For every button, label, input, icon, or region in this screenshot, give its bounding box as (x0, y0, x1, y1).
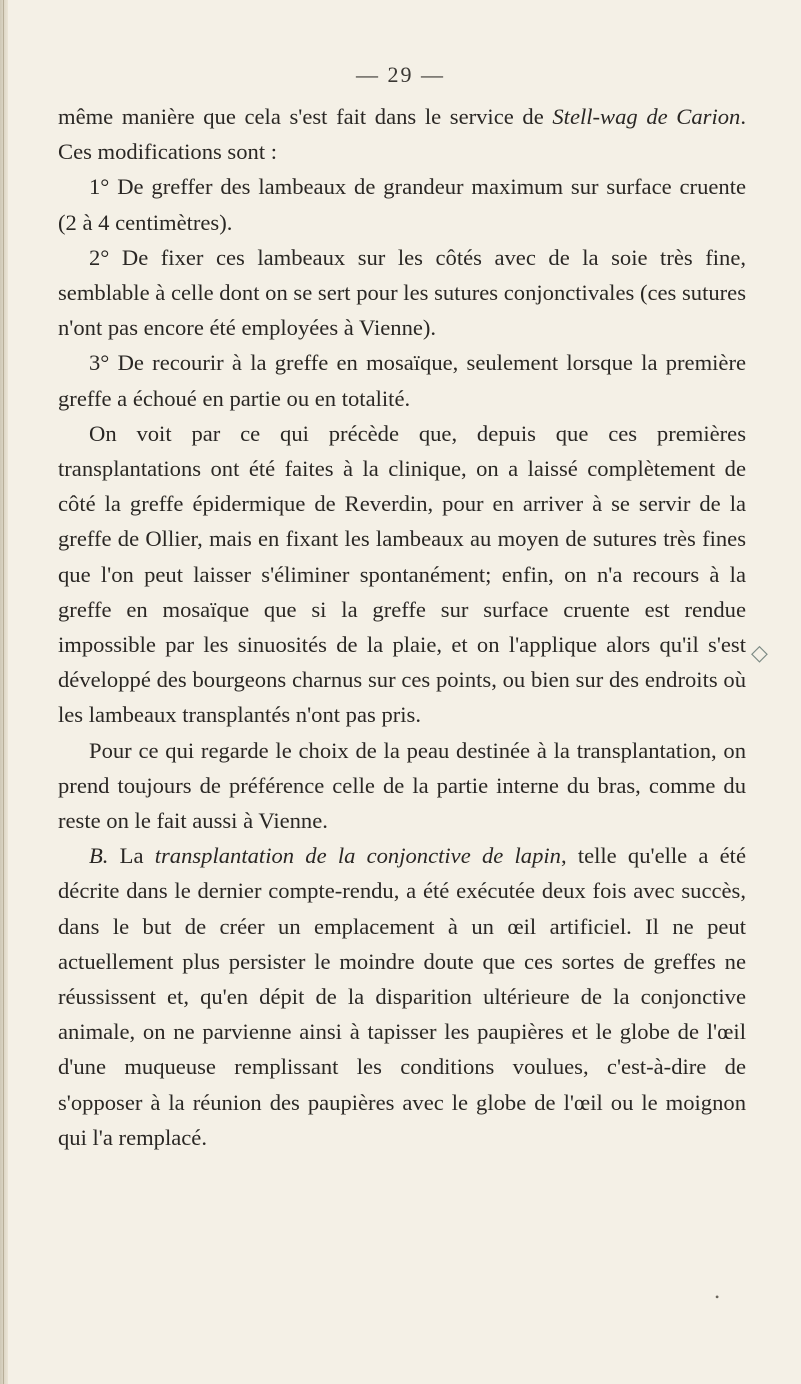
paragraph-skin-choice (58, 733, 746, 839)
text-run: On voit par ce qui précède que, depuis que ces premières transplantations ont été faites à la clinique, on a laissé complètement de côté la greffe épidermique de Reverdin, pour en arriver à se servir de la greffe de Ollier, mais en fixant les lambeaux au moyen de sutures très fines que l'on peut laisser s'éliminer spontanément; enfin, on n'a recours à la greffe en mosaïque que si la greffe sur surface cruente est rendue impossible par les sinuosités de la plaie, et on l'applique alors qu'il s'est développé des bourgeons charnus sur ces points, ou bien sur des endroits où les lambeaux transplantés n'ont pas pris. (58, 420, 746, 728)
ink-spot-icon: • (715, 1290, 720, 1304)
paragraph-item-2 (58, 240, 746, 346)
text-run: La (108, 843, 155, 869)
text-run-italic: B. (89, 843, 109, 869)
text-run: 1° De greffer des lambeaux de grandeur maximum sur surface cruente (2 à 4 centimètres). (58, 174, 746, 235)
text-run: même manière que cela s'est fait dans le service de (58, 104, 553, 129)
body-text (58, 99, 746, 1155)
text-run: 2° De fixer ces lambeaux sur les côtés avec de la soie très fine, semblable à celle dont on se sert pour les sutures conjonctivales (ces sutures n'ont pas encore été employées à Vienne). (58, 244, 746, 341)
paragraph-section-b (58, 838, 746, 1155)
page-number: — 29 — (356, 62, 445, 87)
text-run-italic: Stell-wag de Carion (552, 104, 741, 129)
text-run: , telle qu'elle a été décrite dans le dernier compte-rendu, a été exécutée deux fois avec succès, dans le but de créer un emplacement à un œil artificiel. Il ne peut actuellement plus persister le moindre doute que ces sortes de greffes ne réussissent et, qu'en dépit de la disparition ultérieure de la conjonctive animale, on ne parvienne ainsi à tapisser les paupières et le globe de l'œil d'une muqueuse remplissant les conditions voulues, c'est-à-dire de s'opposer à la réunion des paupières avec le globe de l'œil ou le moignon qui l'a remplacé. (58, 843, 746, 1150)
text-run: . Ces modifications sont : (58, 104, 746, 165)
paragraph-continuation (58, 99, 746, 169)
page-binding-edge (0, 0, 8, 1384)
text-run-italic: transplantation de la conjonctive de lapin (154, 843, 561, 869)
paragraph-summary (58, 416, 746, 733)
text-run: Pour ce qui regarde le choix de la peau destinée à la transplantation, on prend toujours de préférence celle de la partie interne du bras, comme du reste on le fait aussi à Vienne. (58, 737, 746, 834)
text-run: 3° De recourir à la greffe en mosaïque, seulement lorsque la première greffe a échoué en partie ou en totalité. (58, 350, 746, 411)
paragraph-item-1 (58, 169, 746, 239)
page-binding-line (3, 0, 4, 1384)
margin-mark-icon: ◇ (751, 640, 768, 665)
paragraph-item-3 (58, 345, 746, 415)
